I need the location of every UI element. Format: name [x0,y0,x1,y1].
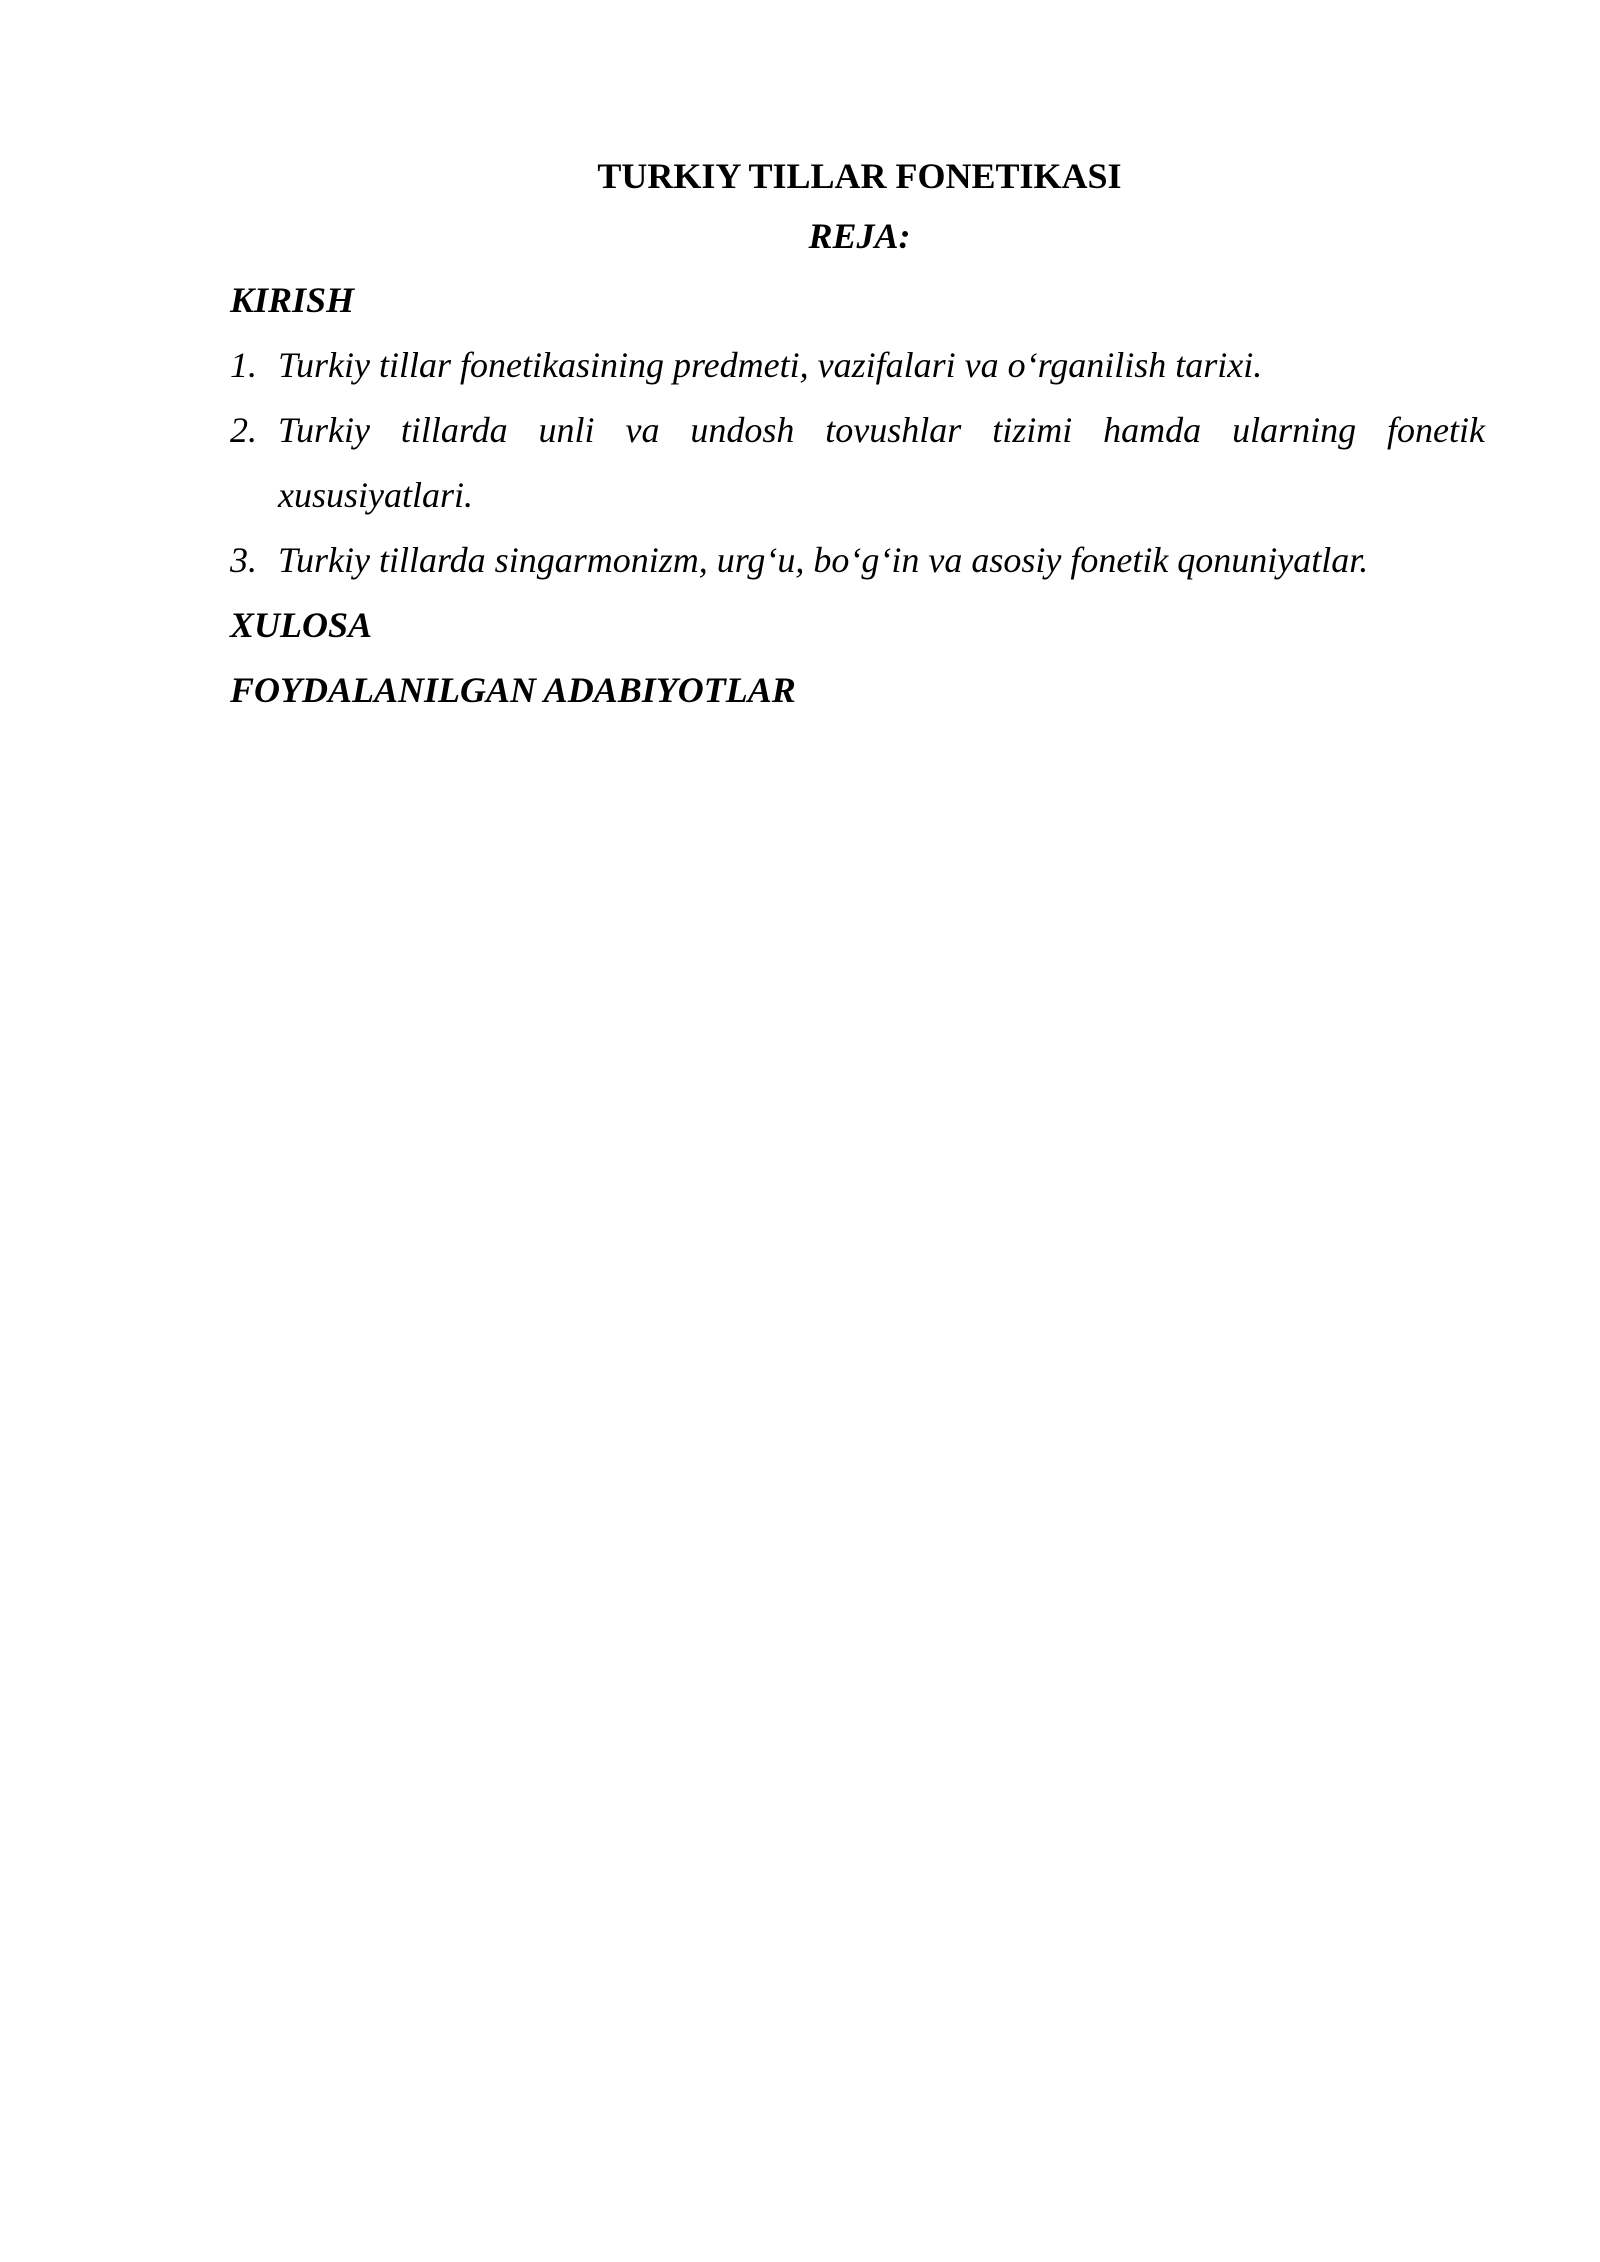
conclusion-heading: XULOSA [230,605,373,645]
plan-item-text: Turkiy tillarda singarmonizm, urg‘u, bo‘g‘in va asosiy fonetik qonuniyatlar. [278,540,1369,580]
plan-item-number: 1. [230,345,257,385]
references-heading: FOYDALANILGAN ADABIYOTLAR [230,670,796,710]
plan-list [230,333,1485,593]
document-content [230,148,1485,723]
document-title: TURKIY TILLAR FONETIKASI [597,156,1122,196]
plan-item [230,398,1485,528]
plan-item-number: 3. [230,540,257,580]
plan-item-text: Turkiy tillar fonetikasining predmeti, vazifalari va o‘rganilish tarixi. [278,345,1263,385]
intro-heading: KIRISH [230,280,355,320]
plan-item [230,333,1485,398]
plan-item-text: Turkiy tillarda unli va undosh tovushlar tizimi hamda ularning fonetik xususiyatlari. [278,410,1485,515]
plan-item-number: 2. [230,410,257,450]
plan-item [230,528,1485,593]
plan-heading: REJA: [808,216,911,256]
